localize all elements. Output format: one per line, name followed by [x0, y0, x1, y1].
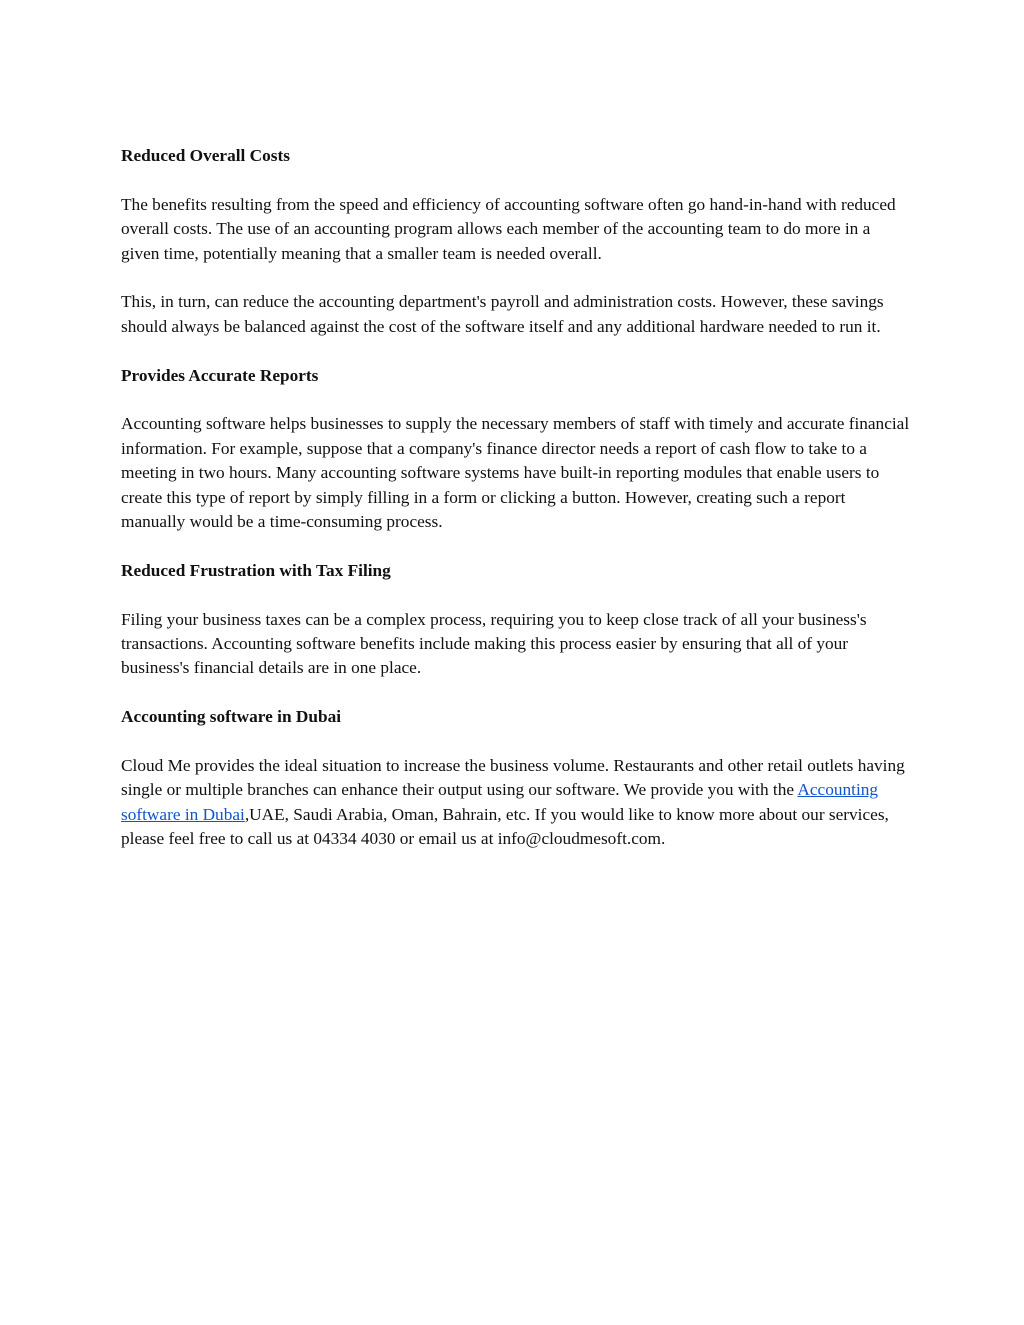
section-heading-accurate-reports: Provides Accurate Reports	[121, 365, 319, 385]
paragraph-dubai	[121, 754, 911, 852]
accounting-software-dubai-link[interactable]: Accounting software in Dubai	[121, 780, 879, 824]
section-heading-tax-filing: Reduced Frustration with Tax Filing	[121, 560, 391, 580]
paragraph: The benefits resulting from the speed and efficiency of accounting software often go hand-in-hand with reduced overall costs. The use of an accounting program allows each member of the accounting team to do more in a given time, potentially meaning that a smaller team is needed overall.	[121, 194, 896, 263]
section-heading-reduced-costs: Reduced Overall Costs	[121, 146, 290, 165]
paragraph: This, in turn, can reduce the accounting department's payroll and administration costs. However, these savings should always be balanced against the cost of the software itself and any additional hardware needed to run it.	[121, 292, 884, 336]
paragraph: Filing your business taxes can be a complex process, requiring you to keep close track of all your business's transactions. Accounting software benefits include making this process easier by ensuring that all of your business's financial details are in one place.	[121, 609, 867, 678]
paragraph: Accounting software helps businesses to supply the necessary members of staff with timely and accurate financial information. For example, suppose that a company's finance director needs a report of cash flow to take to a meeting in two hours. Many accounting software systems have built-in reporting modules that enable users to create this type of report by simply filling in a form or clicking a button. However, creating such a report manually would be a time-consuming process.	[121, 414, 910, 532]
document-body	[121, 144, 911, 876]
section-heading-dubai: Accounting software in Dubai	[121, 707, 342, 727]
paragraph-text: Cloud Me provides the ideal situation to increase the business volume. Restaurants and other retail outlets having single or multiple branches can enhance their output using our software. We provide you with the	[121, 756, 905, 800]
paragraph-text: ,UAE, Saudi Arabia, Oman, Bahrain, etc. If you would like to know more about our services, please feel free to call us at 04334 4030 or email us at info@cloudmesoft.com.	[121, 804, 889, 849]
